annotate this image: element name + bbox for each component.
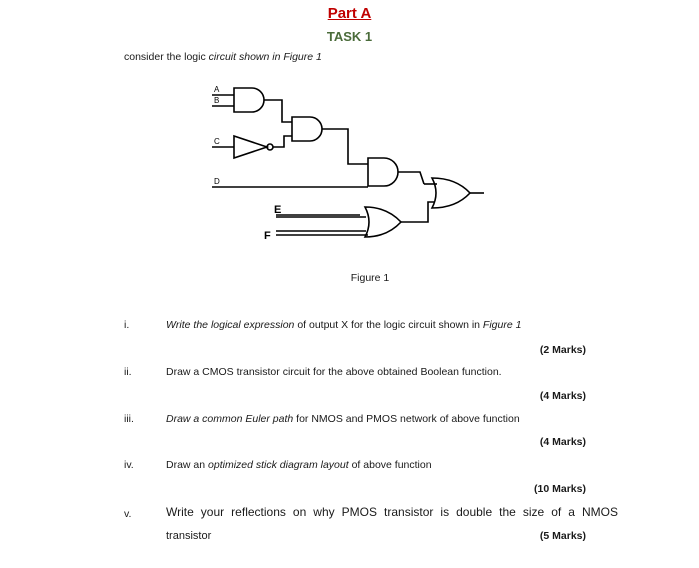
wire-and2-out xyxy=(322,129,368,164)
intro-italic: circuit shown in Figure 1 xyxy=(208,51,322,63)
and-gate-2 xyxy=(292,117,322,141)
or-gate-final xyxy=(432,178,470,208)
label-d: D xyxy=(214,177,220,186)
wire-not-out xyxy=(273,136,292,147)
figure-caption: Figure 1 xyxy=(350,272,390,284)
question-marks: (2 Marks) xyxy=(539,344,586,356)
label-b: B xyxy=(214,96,220,105)
or-gate-1 xyxy=(365,207,401,237)
question-text-part: optimized stick diagram layout xyxy=(208,459,349,471)
question-marks: (10 Marks) xyxy=(534,483,586,495)
label-f: F xyxy=(264,230,271,242)
question-text-part: Draw a CMOS transistor circuit for the above obtained Boolean function. xyxy=(166,366,502,378)
question-number: v. xyxy=(124,508,132,520)
label-c: C xyxy=(214,137,220,146)
question-marks: (4 Marks) xyxy=(539,390,586,402)
question-text xyxy=(166,459,432,471)
and-gate-3 xyxy=(368,158,398,186)
wire-and3-out xyxy=(398,172,424,184)
intro-plain: consider the logic xyxy=(124,51,209,63)
question-marks: (5 Marks) xyxy=(539,530,586,542)
question-text-part: Write your reflections on why PMOS transistor is double the size of a NMOS xyxy=(166,505,618,519)
question-text-part: Write the xyxy=(166,319,211,331)
question-continuation: transistor xyxy=(166,530,212,542)
intro-text xyxy=(124,51,322,63)
question-text-part: Draw an xyxy=(166,459,209,471)
not-gate xyxy=(234,136,267,158)
question-text xyxy=(166,413,520,425)
label-a: A xyxy=(214,85,220,94)
question-text-part: of above function xyxy=(348,459,432,471)
question-number: iii. xyxy=(124,413,134,425)
logic-circuit-diagram xyxy=(200,80,500,245)
question-number: iv. xyxy=(124,459,134,471)
question-text xyxy=(166,505,618,519)
task-title: TASK 1 xyxy=(326,29,373,44)
wire-and1-out xyxy=(264,100,292,122)
question-text xyxy=(166,319,521,331)
question-text-part: of output X for the logic circuit shown in xyxy=(294,319,483,331)
question-number: ii. xyxy=(124,366,132,378)
question-text-part: logical expression xyxy=(210,319,295,331)
question-marks: (4 Marks) xyxy=(539,436,586,448)
question-text xyxy=(166,366,502,378)
part-title: Part A xyxy=(327,5,372,22)
wire-or1-out xyxy=(401,202,434,222)
label-e: E xyxy=(274,204,282,216)
question-text-part: Draw a common Euler path xyxy=(166,413,294,425)
question-number: i. xyxy=(124,319,130,331)
and-gate-1 xyxy=(234,88,264,112)
question-text-part: Figure 1 xyxy=(482,319,522,331)
question-text-part: for NMOS and PMOS network of above function xyxy=(293,413,520,425)
